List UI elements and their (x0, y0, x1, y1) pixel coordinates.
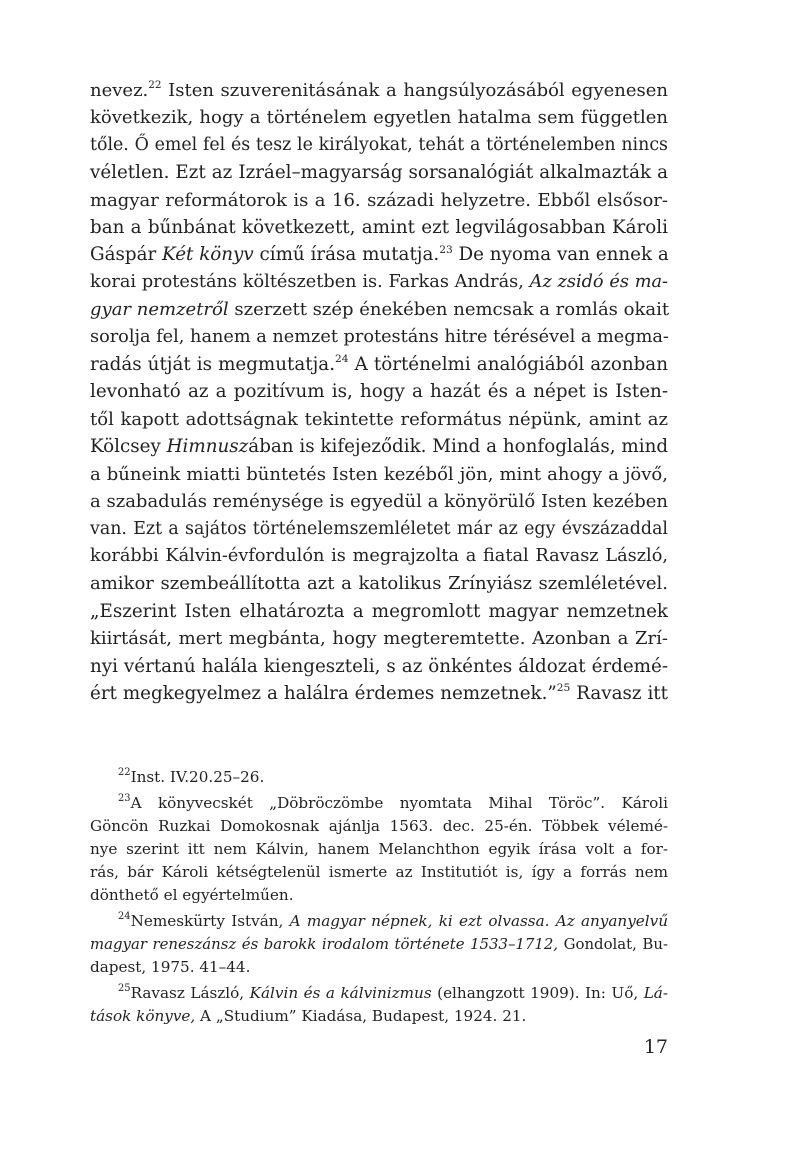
footnote-23 (90, 792, 668, 907)
footnote-ref: 25 (556, 681, 571, 695)
footnote-number: 24 (118, 911, 131, 923)
page-number: 17 (643, 1036, 668, 1058)
footnote-line: $^{25}$Ravasz László, Kálvin és a kálvinizmus (elhangzott 1909). In: Uő, Lá- (118, 983, 668, 1002)
body-line: „Eszerint Isten elhatározta a megromlott magyar nemzetnek (90, 600, 668, 622)
body-line: a szabadulás reménysége is egyedül a könyörülő Isten kezében (90, 491, 668, 513)
body-line: korai protestáns költészetben is. Farkas András, Az zsidó és ma- (90, 271, 668, 292)
body-text (90, 77, 668, 707)
body-line: korábbi Kálvin-évfordulón is megrajzolta a fiatal Ravasz László, (90, 545, 668, 566)
body-line: kiirtását, mert megbánta, hogy megteremtette. Azonban a Zrí- (90, 628, 668, 650)
footnotes (90, 766, 668, 1031)
work-title: Az zsidó és ma- (529, 271, 668, 292)
footnote-line: $^{24}$Nemeskürty István, A magyar népnek, ki ezt olvassa. Az anyanyelvű (118, 911, 668, 930)
body-line: a bűneink miatti büntetés Isten kezéből jön, mint ahogy a jövő, (90, 463, 668, 485)
footnote-line: $^{22}$Inst. IV.20.25–26. (118, 767, 265, 786)
body-line: Kölcsey Himnuszában is kifejeződik. Mind a honfoglalás, mind (90, 436, 669, 458)
body-line: radás útját is megmutatja.$^{24}$ A történelmi analógiából azonban (90, 352, 668, 376)
footnote-line: magyar reneszánsz és barokk irodalom története 1533–1712, Gondolat, Bu- (90, 935, 668, 953)
work-title: Két könyv (162, 244, 254, 266)
body-line: következik, hogy a történelem egyetlen hatalma sem független (90, 107, 668, 129)
work-title: tások könyve, (90, 1007, 196, 1025)
footnote-25 (90, 982, 668, 1028)
body-line: magyar reformátorok is a 16. századi helyzetre. Ebből elsősor- (90, 189, 668, 211)
body-line: sorolja fel, hanem a nemzet protestáns hitre térésével a megma- (90, 326, 669, 347)
work-title: magyar reneszánsz és barokk irodalom története 1533–1712, (90, 935, 559, 953)
body-line: tőle. Ő emel fel és tesz le királyokat, tehát a történelemben nincs (90, 134, 668, 155)
body-line: ban a bűnbánat következett, amint ezt legvilágosabban Károli (90, 217, 668, 239)
footnote-ref: 22 (148, 79, 162, 92)
body-line: gyar nemzetről szerzett szép énekében nemcsak a romlás okait (90, 299, 670, 321)
body-line: levonható az a pozitívum is, hogy a hazát és a népet is Isten- (90, 381, 668, 403)
footnote-line: nye szerint itt nem Kálvin, hanem Melanchthon egyik írása volt a for- (90, 840, 668, 858)
work-title: Himnusz (166, 436, 249, 458)
footnote-line: Göncön Ruzkai Domokosnak ajánlja 1563. dec. 25-én. Többek vélemé- (90, 817, 668, 835)
footnote-line: tások könyve, A „Studium” Kiadása, Budapest, 1924. 21. (90, 1007, 527, 1025)
body-line: nyi vértanú halála kiengeszteli, s az önkéntes áldozat érdemé- (90, 655, 668, 677)
body-line: véletlen. Ezt az Izráel–magyarság sorsanalógiát alkalmazták a (90, 162, 668, 184)
footnote-line: rás, bár Károli kétségtelenül ismerte az Institutiót is, így a forrás nem (90, 863, 668, 881)
footnote-number: 22 (118, 767, 131, 779)
footnote-ref: 24 (335, 352, 349, 366)
footnote-ref: 23 (439, 242, 453, 256)
body-line: amikor szembeállította azt a katolikus Zrínyiász szemléletével. (90, 573, 668, 595)
body-line: től kapott adottságnak tekintette református népünk, amint az (90, 408, 668, 430)
footnote-22 (90, 766, 668, 789)
body-line: nevez.$^{22}$ Isten szuverenitásának a hangsúlyozásából egyenesen (90, 79, 668, 101)
footnote-line: dönthető el egyértelműen. (90, 886, 294, 904)
footnote-number: 23 (118, 793, 131, 805)
work-title: A magyar népnek, ki ezt olvassa. Az anyanyelvű (289, 912, 668, 930)
footnote-number: 25 (118, 983, 131, 995)
footnote-24 (90, 910, 668, 979)
body-line: ért megkegyelmez a halálra érdemes nemzetnek.”$^{25}$ Ravasz itt (90, 681, 668, 704)
body-line: van. Ezt a sajátos történelemszemléletet már az egy évszázaddal (90, 518, 668, 539)
body-line: Gáspár Két könyv című írása mutatja.$^{23}$ De nyoma van ennek a (90, 242, 669, 266)
footnote-line: dapest, 1975. 41–44. (90, 958, 251, 976)
work-title: Lá- (643, 984, 668, 1002)
footnote-line: $^{23}$A könyvecskét „Döbröczömbe nyomtata Mihal Töröc”. Károli (118, 793, 668, 812)
work-title: Kálvin és a kálvinizmus (249, 984, 432, 1002)
work-title: gyar nemzetről (90, 299, 229, 321)
